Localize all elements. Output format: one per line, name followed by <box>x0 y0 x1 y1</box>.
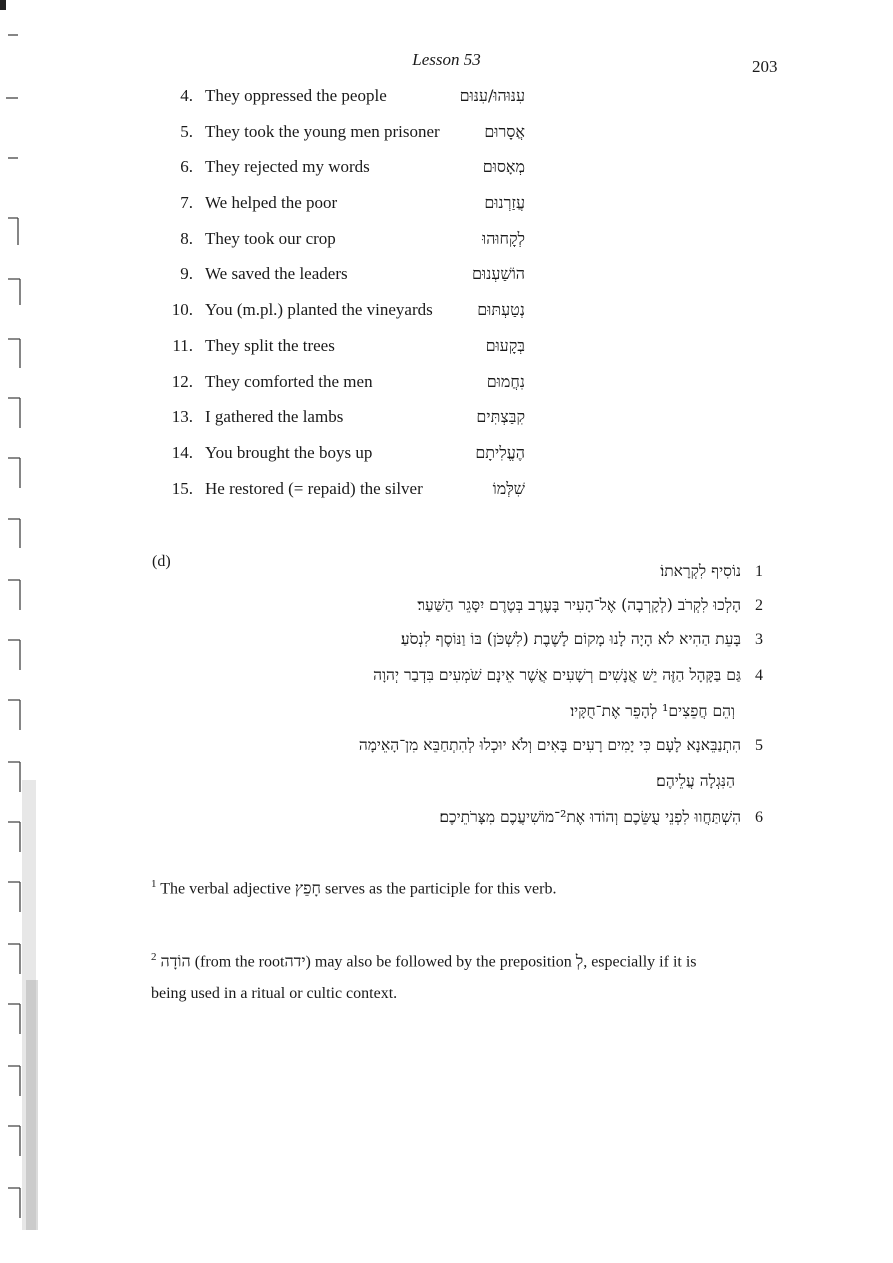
section-label: (d) <box>152 553 171 570</box>
sentence-number: 4 <box>755 667 763 684</box>
footnote-hebrew: הוֹדָה <box>160 951 191 971</box>
scan-binding-edge <box>0 0 44 1263</box>
exercise-english: They rejected my words <box>205 157 370 177</box>
exercise-english: You (m.pl.) planted the vineyards <box>205 300 433 320</box>
exercise-number: 10. <box>171 300 193 320</box>
exercise-hebrew: בְּקָעוּם <box>485 335 525 355</box>
footnote-root: ידה <box>284 951 306 971</box>
exercise-number: 6. <box>180 157 193 177</box>
hebrew-sentence-continuation <box>570 702 735 721</box>
exercise-hebrew: עִנּוּהוּ/עִנּוּם <box>459 86 525 105</box>
footnote-text: serves as the participle for this verb. <box>325 880 557 898</box>
footnote-marker: 2 <box>151 951 157 963</box>
exercise-hebrew: לְקָחוּהוּ <box>482 228 525 248</box>
exercise-english: They split the trees <box>205 335 335 355</box>
exercise-english: They took the young men prisoner <box>205 121 440 141</box>
sentence-text: הִתְנַבֵּאנָא לָעָם כִּי יָמִים רָעִים בָּאִים וְלֹא יוּכְלוּ לְהִתְחַבֵּא מִן־הָאֵימָה <box>358 736 741 754</box>
exercise-item <box>165 336 525 372</box>
hebrew-sentence <box>359 736 763 755</box>
exercise-number: 14. <box>171 442 193 462</box>
hebrew-sentence <box>373 666 763 685</box>
exercise-number: 5. <box>180 121 193 141</box>
footnote-text: (from the root <box>194 953 285 971</box>
footnote-preposition: לְ <box>575 951 584 971</box>
translation-exercise-list <box>165 86 525 514</box>
exercise-hebrew: נְטַעְתּוּם <box>477 300 525 320</box>
footnote-text: ) may also be followed by the preposition <box>305 953 572 971</box>
exercise-hebrew: אֲסָרוּם <box>484 121 525 141</box>
exercise-number: 12. <box>171 371 193 391</box>
sentence-text: וְהֵם חֲפֵצִים¹ לְהָפֵר אֶת־חֻקָּיו׃ <box>570 702 735 720</box>
sentence-number: 1 <box>755 563 763 580</box>
exercise-number: 15. <box>171 478 193 498</box>
footnote-1 <box>151 878 556 898</box>
exercise-hebrew: שִׁלְּמוֹ <box>492 478 525 498</box>
exercise-item <box>165 86 525 122</box>
exercise-number: 4. <box>180 86 193 105</box>
exercise-english: He restored (= repaid) the silver <box>205 478 423 498</box>
footnote-hebrew: חָפֵץ <box>294 878 321 898</box>
exercise-item <box>165 479 525 515</box>
exercise-number: 9. <box>180 264 193 284</box>
sentence-number: 6 <box>755 809 763 826</box>
exercise-english: You brought the boys up <box>205 442 373 462</box>
exercise-number: 13. <box>171 407 193 427</box>
sentence-text: נוֹסִיף לִקְרָאתוֹ׃ <box>660 562 741 580</box>
footnote-text: , especially if it is <box>583 953 697 971</box>
exercise-hebrew: קִבַּצְתִּים <box>476 407 525 427</box>
sentence-text: הַנִּגְלָה עֲלֵיהֶם׃ <box>656 772 735 790</box>
exercise-item <box>165 122 525 158</box>
exercise-hebrew: הֶעֱלִיתָם <box>475 442 525 462</box>
sentence-text: בָּעֵת הַהִיא לֹא הָיָה לָנוּ מָקוֹם לָשֶׁבֶת (לִשְׁכֹּן) בּוֹ וַנּוֹסֶף לִנְסֹעַ׃ <box>400 630 741 648</box>
footnote-2 <box>151 951 697 971</box>
sentence-number: 3 <box>755 631 763 648</box>
exercise-item <box>165 193 525 229</box>
footnote-text: The verbal adjective <box>160 880 291 898</box>
exercise-hebrew: הוֹשַׁעְנוּם <box>472 264 525 284</box>
hebrew-sentence <box>660 562 763 581</box>
exercise-english: I gathered the lambs <box>205 407 344 427</box>
exercise-english: They comforted the men <box>205 371 373 391</box>
exercise-item <box>165 157 525 193</box>
exercise-number: 7. <box>180 193 193 213</box>
footnote-2-continuation: being used in a ritual or cultic context. <box>151 985 398 1002</box>
exercise-item <box>165 407 525 443</box>
footnote-marker: 1 <box>151 878 157 890</box>
exercise-item <box>165 443 525 479</box>
sentence-number: 5 <box>755 737 763 754</box>
page-number: 203 <box>752 57 778 76</box>
exercise-item <box>165 229 525 265</box>
exercise-english: We saved the leaders <box>205 264 348 284</box>
exercise-item <box>165 264 525 300</box>
sentence-text: הָלְכוּ לִקְרֹב (לְקָרְבָה) אֶל־הָעִיר בָּעֶרֶב בְּטֶרֶם יִסָּגֵר הַשַּׁעַר׃ <box>417 596 741 614</box>
hebrew-sentence-continuation <box>656 772 735 791</box>
sentence-text: גַּם בַּקָּהָל הַזֶּה יֵשׁ אֲנָשִׁים רְשָׁעִים אֲשֶׁר אֵינָם שֹׁמְעִים בִּדְבַר יְהוָה <box>373 666 741 684</box>
hebrew-sentence <box>401 630 763 649</box>
exercise-item <box>165 300 525 336</box>
hebrew-sentence <box>417 596 763 615</box>
exercise-english: We helped the poor <box>205 193 338 213</box>
hebrew-sentence <box>439 808 763 827</box>
exercise-hebrew: עֲזַרְנוּם <box>484 193 525 213</box>
exercise-hebrew: נִחֲמוּם <box>486 371 525 391</box>
exercise-number: 8. <box>180 228 193 248</box>
exercise-english: They took our crop <box>205 228 336 248</box>
exercise-item <box>165 372 525 408</box>
exercise-english: They oppressed the people <box>205 86 387 105</box>
exercise-hebrew: מְאָסוּם <box>482 157 525 177</box>
sentence-number: 2 <box>755 597 763 614</box>
lesson-title: Lesson 53 <box>412 50 481 69</box>
sentence-text: הִשְׁתַּחֲווּ לִפְנֵי עֻשֵּׂכֶם וְהוֹדוּ אֶת²־מוֹשִׁיעֲכֶם מִצָּרֹתֵיכֶם׃ <box>439 808 741 826</box>
exercise-number: 11. <box>172 335 193 355</box>
